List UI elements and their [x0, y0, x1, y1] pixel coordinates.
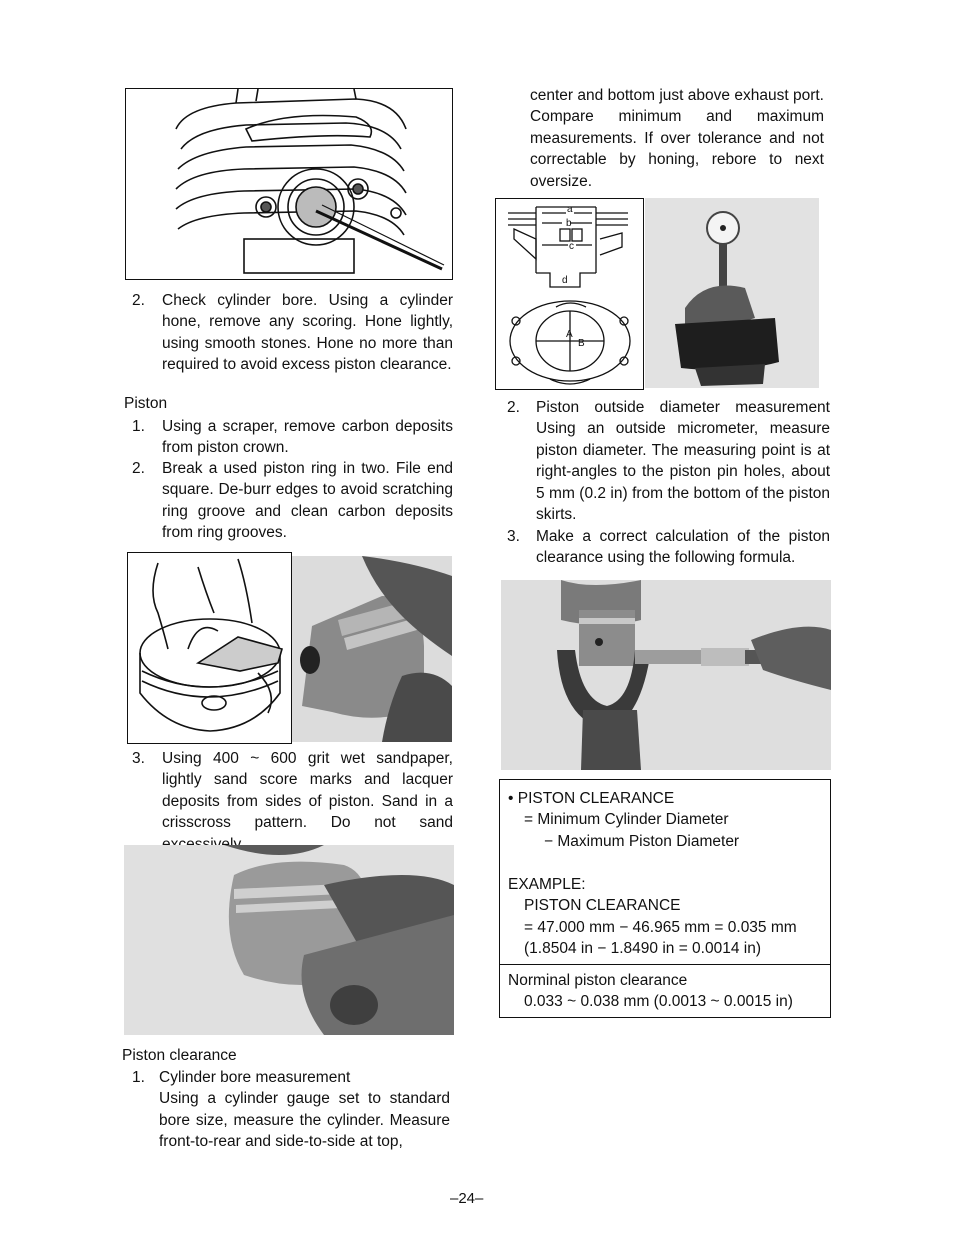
- step-title: Cylinder bore measurement: [159, 1069, 351, 1086]
- piston-sanding-drawing: [124, 845, 454, 1035]
- cylinder-gauge-drawing: [496, 199, 643, 389]
- nominal-value: 0.033 ~ 0.038 mm (0.0013 ~ 0.0015 in): [524, 993, 793, 1010]
- gauge-label-B: B: [578, 338, 585, 349]
- gauge-label-a: a: [567, 204, 573, 215]
- example-metric: = 47.000 mm − 46.965 mm = 0.035 mm: [524, 919, 797, 936]
- formula-line-1: = Minimum Cylinder Diameter: [524, 811, 729, 828]
- cylinder-honing-drawing: [126, 89, 452, 279]
- cylinder-honing-illustration: [125, 88, 453, 280]
- cylinder-gauge-diagram: [495, 198, 644, 390]
- step-text: Check cylinder bore. Using a cylinder hone, remove any scoring. Hone lightly, using smooth stones. Hone no more than required to avoid excess piston clearance.: [162, 292, 453, 374]
- step-number: 3.: [132, 750, 145, 767]
- step-text: Using 400 ~ 600 grit wet sandpaper, lightly sand score marks and lacquer deposits from sides of piston. Sand in a crisscross pattern. Do not sand: [162, 750, 453, 832]
- step-text: Make a correct calculation of the piston clearance using the following formula.: [536, 528, 830, 567]
- step-number: 3.: [507, 528, 520, 545]
- formula-line-2: − Maximum Piston Diameter: [544, 833, 740, 850]
- piston-scraper-drawing: [128, 553, 291, 743]
- clearance-step-1: [126, 1067, 452, 1157]
- cylinder-gauge-photo: [645, 198, 819, 388]
- step-text: Break a used piston ring in two. File end square. De-burr edges to avoid scratching ring groove and clean carbon deposits from ring grooves.: [162, 460, 453, 542]
- nominal-label: Norminal piston clearance: [508, 972, 688, 989]
- micrometer-photo: [501, 580, 831, 770]
- gauge-label-A: A: [566, 329, 573, 340]
- bore-measurement-continuation: center and bottom just above exhaust port. Compare minimum and maximum measurements. If over tolerance and not correctable by honing, rebore to next oversize.: [530, 87, 824, 190]
- piston-sanding-photo: [124, 845, 454, 1035]
- formula-divider: [500, 964, 830, 965]
- piston-clearance-heading: Piston clearance: [122, 1047, 237, 1064]
- gauge-label-c: c: [569, 241, 574, 252]
- cylinder-gauge-photo-drawing: [645, 198, 819, 388]
- step-text: Using a scraper, remove carbon deposits from piston crown.: [162, 418, 453, 457]
- step-number: 2.: [507, 399, 520, 416]
- gauge-label-b: b: [566, 218, 572, 229]
- step-text: Using a cylinder gauge set to standard bore size, measure the cylinder. Measure front-to-rear and side-to-side at top,: [159, 1090, 450, 1151]
- step-number: 1.: [132, 418, 145, 435]
- piston-ring-photo: [292, 556, 452, 742]
- piston-ring-photo-drawing: [292, 556, 452, 742]
- step-text: Piston outside diameter measurement Using an outside micrometer, measure piston diameter. The measuring point is at right-angles to the piston pin holes, about 5 mm (0.2 in) from the bottom of the piston skirts.: [536, 399, 830, 524]
- piston-heading: Piston: [124, 395, 168, 412]
- example-imperial: (1.8504 in − 1.8490 in = 0.0014 in): [524, 940, 761, 957]
- micrometer-photo-drawing: [501, 580, 831, 770]
- example-title: PISTON CLEARANCE: [524, 897, 681, 914]
- piston-scraper-illustration: [127, 552, 292, 744]
- step-number: 2.: [132, 292, 145, 309]
- step-number: 1.: [132, 1069, 145, 1086]
- formula-title: • PISTON CLEARANCE: [508, 790, 675, 807]
- piston-clearance-formula-box: [499, 779, 831, 1018]
- gauge-label-d: d: [562, 275, 568, 286]
- example-label: EXAMPLE:: [508, 876, 586, 893]
- step-number: 2.: [132, 460, 145, 477]
- page-number: –24–: [450, 1190, 484, 1207]
